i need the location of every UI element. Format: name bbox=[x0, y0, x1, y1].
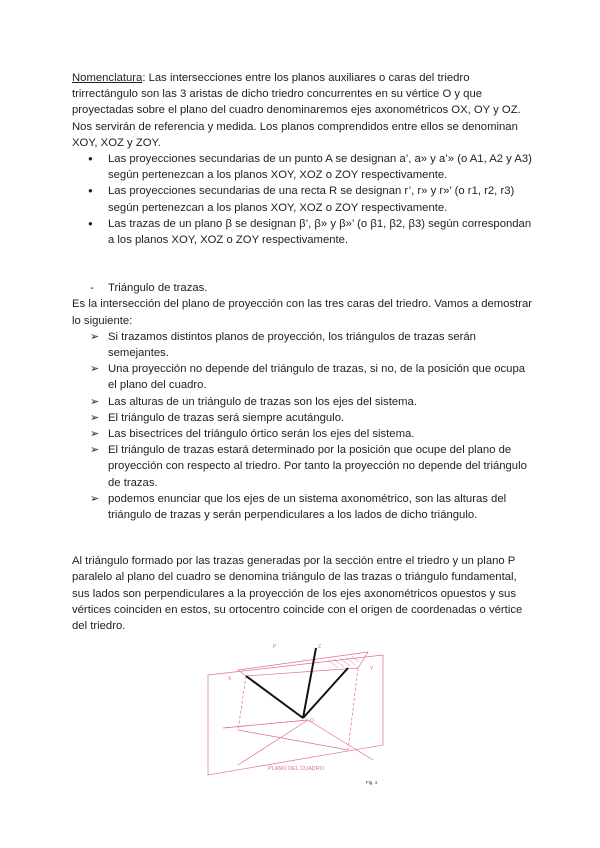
pink-line bbox=[238, 720, 308, 765]
section-heading-triangulo: - Triángulo de trazas. bbox=[72, 280, 534, 296]
label-z: Z bbox=[318, 644, 322, 650]
notation-bullet-list bbox=[72, 151, 534, 248]
triangulo-intro: Es la intersección del plano de proyección con las tres caras del triedro. Vamos a demostrar lo siguiente: bbox=[72, 298, 533, 327]
list-item: ● Las trazas de un plano β se designan β’, β» y β»’ (o β1, β2, β3) según correspondan a los planos XOY, XOZ o ZOY respectivamente. bbox=[72, 216, 534, 248]
label-y: Y bbox=[370, 666, 374, 672]
axis-z-line bbox=[303, 648, 316, 718]
list-item: ➢ Si trazamos distintos planos de proyección, los triángulos de trazas serán semejantes. bbox=[72, 329, 534, 361]
label-p: P bbox=[273, 644, 277, 650]
plane-caption: PLANO DEL CUADRO bbox=[268, 766, 325, 772]
closing-paragraph: Al triángulo formado por las trazas generadas por la sección entre el triedro y un plano P paralelo al plano del cuadro se denomina triángulo de las trazas o triángulo fundamental, sus lados son perpendiculares a la proyección de los ejes axonométricos opuestos y sus vértices coinciden en estos, su ortocentro coincide con el origen de coordenadas o vértice del triedro. bbox=[72, 555, 523, 633]
triedro-figure bbox=[198, 640, 398, 790]
projection-plane-outline bbox=[208, 655, 383, 775]
dashed-line bbox=[238, 676, 246, 730]
label-x: X bbox=[228, 676, 232, 682]
pink-line bbox=[223, 720, 308, 728]
label-o: O bbox=[310, 718, 314, 724]
list-item: ● Las proyecciones secundarias de un punto A se designan a’, a» y a’» (o A1, A2 y A3) según pertenezcan a los planos XOY, XOZ o ZOY respectivamente. bbox=[72, 151, 534, 183]
document-body bbox=[72, 70, 534, 634]
pink-line bbox=[238, 730, 348, 750]
list-item: ➢ Las bisectrices del triángulo órtico serán los ejes del sistema. bbox=[72, 426, 534, 442]
list-item: ● Las proyecciones secundarias de una recta R se designan r’, r» y r»’ (o r1, r2, r3) según pertenezcan a los planos XOY, XOZ o ZOY respectivamente. bbox=[72, 183, 534, 215]
hatched-triangle bbox=[328, 656, 359, 668]
nomenclatura-label: Nomenclatura bbox=[72, 72, 143, 84]
list-item: ➢ El triángulo de trazas estará determinado por la posición que ocupe del plano de proyección con respecto al triedro. Por tanto la proyección no depende del triángulo de trazas. bbox=[72, 442, 534, 491]
nomenclatura-text: : Las intersecciones entre los planos auxiliares o caras del triedro trirrectángulo son las 3 aristas de dicho triedro concurrentes en su vértice O y que proyectadas sobre el plano del cuadro denominaremos ejes axonométricos OX, OY y OZ. Nos servirán de referencia y medida. Los planos comprendidos entre ellos se denominan XOY, XOZ y ZOY. bbox=[72, 72, 521, 149]
list-item: ➢ podemos enunciar que los ejes de un sistema axonométrico, son las alturas del triángulo de trazas y serán perpendiculares a los lados de dicho triángulo. bbox=[72, 491, 534, 523]
triangulo-arrow-list bbox=[72, 329, 534, 523]
nomenclatura-paragraph bbox=[72, 70, 534, 151]
axis-y-line bbox=[303, 668, 348, 718]
figure-number: Fig. 4 bbox=[366, 780, 378, 785]
dashed-line bbox=[348, 668, 358, 750]
pink-line bbox=[308, 720, 373, 760]
axis-x-line bbox=[246, 676, 303, 718]
list-item: ➢ Las alturas de un triángulo de trazas son los ejes del sistema. bbox=[72, 394, 534, 410]
list-item: ➢ El triángulo de trazas será siempre acutángulo. bbox=[72, 410, 534, 426]
list-item: ➢ Una proyección no depende del triángulo de trazas, si no, de la posición que ocupa el plano del cuadro. bbox=[72, 361, 534, 393]
